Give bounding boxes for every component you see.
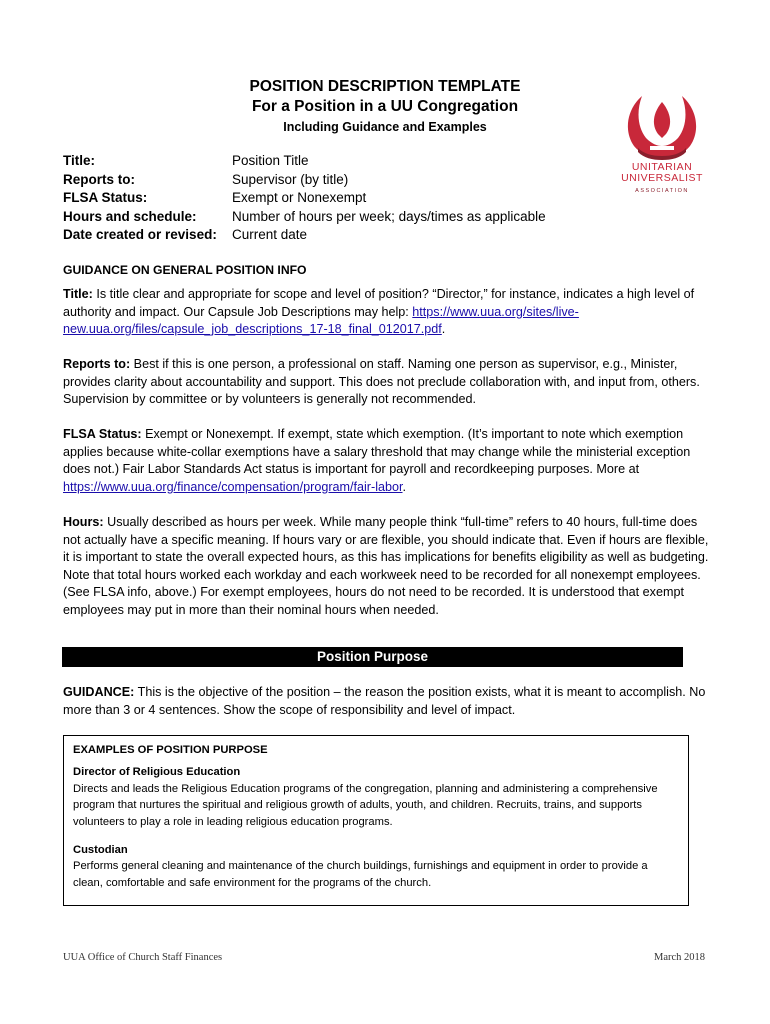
uua-logo — [612, 88, 712, 200]
capsule-job-descriptions-link[interactable]: https://www.uua.org/sites/live-new.uua.org/files/capsule_job_descriptions_17-18_final_012017.pdf — [63, 304, 579, 337]
logo-text-universalist: UNIVERSALIST — [621, 172, 703, 184]
guidance-hours-text: Usually described as hours per week. While many people think “full-time” refers to 40 hours, full-time does not actually have a specific meaning. If hours vary or are flexible, you should indicate that. Even if hours are flexible, it is important to state the overall expected hours, as this has implications for benefits eligibility as well as budgeting. Note that total hours worked each workday and each workweek need to be recorded for all nonexempt employees. (See FLSA info, above.) For exempt employees, hours do not need to be recorded. It is understood that exempt employees may put in more than their nominal hours when needed. — [63, 515, 709, 617]
fair-labor-link[interactable]: https://www.uua.org/finance/compensation/program/fair-labor — [63, 479, 403, 494]
logo-text-association: ASSOCIATION — [635, 188, 689, 194]
footer-date: March 2018 — [654, 952, 706, 963]
meta-row-hours — [63, 208, 546, 227]
meta-label: Reports to: — [63, 171, 135, 187]
guidance-reports-text: Best if this is one person, a professional on staff. Naming one person as supervisor, e.g., Minister, provides clarity about accountability and support. This does not preclude collaboration with, and input from, others. Supervision by committee or by volunteers is generally not recommended. — [63, 357, 700, 407]
examples-box — [63, 735, 689, 906]
guidance-flsa-label: FLSA Status: — [63, 427, 142, 441]
document-subtitle: For a Position in a UU Congregation — [251, 98, 519, 115]
meta-label: Date created or revised: — [63, 227, 217, 242]
meta-label: Hours and schedule: — [63, 208, 197, 224]
flaming-chalice-icon — [612, 88, 712, 162]
footer-office: UUA Office of Church Staff Finances — [63, 952, 223, 963]
meta-label: FLSA Status: — [63, 190, 148, 205]
guidance-title-label: Title: — [63, 287, 93, 301]
meta-row-title — [63, 152, 546, 171]
example-role-title: Director of Religious Education — [73, 766, 241, 779]
logo-text-unitarian: UNITARIAN — [631, 161, 693, 173]
document-subtitle-secondary: Including Guidance and Examples — [283, 120, 487, 134]
position-purpose-section-header: Position Purpose — [62, 647, 683, 667]
document-title: POSITION DESCRIPTION TEMPLATE — [249, 78, 521, 95]
example-role-description: Directs and leads the Religious Education programs of the congregation, planning and administering a comprehensive program that nurtures the spiritual and religious growth of adults, youth, and children. Recruits, trains, and supports volunteers to play a role in leading religious education programs. — [73, 782, 658, 828]
guidance-hours-label: Hours: — [63, 515, 104, 529]
guidance-flsa-paragraph — [63, 426, 713, 496]
punctuation: . — [441, 322, 446, 337]
guidance-hours-paragraph — [63, 514, 713, 620]
guidance-reports-paragraph — [63, 356, 713, 409]
guidance-heading: GUIDANCE ON GENERAL POSITION INFO — [63, 263, 307, 277]
purpose-guidance-text: This is the objective of the position – the reason the position exists, what it is meant to accomplish. No more than 3 or 4 sentences. Show the scope of responsibility and level of impact. — [63, 685, 706, 717]
meta-row-reports-to — [63, 171, 546, 190]
meta-value: Position Title — [232, 153, 309, 168]
meta-value: Supervisor (by title) — [232, 171, 349, 187]
meta-value: Current date — [232, 227, 308, 242]
meta-value: Exempt or Nonexempt — [232, 190, 367, 205]
example-role-description: Performs general cleaning and maintenance of the church buildings, furnishings and equipment in order to provide a clean, comfortable and safe environment for the programs of the church. — [73, 860, 648, 889]
guidance-flsa-text: Exempt or Nonexempt. If exempt, state which exemption. (It’s important to note which exemption applies because white-collar exemptions have a salary threshold that may change while the ministerial exception does not.) Fair Labor Standards Act status is important for payroll and recordkeeping purposes. More at — [63, 427, 691, 477]
guidance-title-paragraph — [63, 286, 713, 339]
examples-heading: EXAMPLES OF POSITION PURPOSE — [73, 744, 268, 756]
example-role-title: Custodian — [73, 844, 128, 857]
punctuation: . — [402, 479, 407, 494]
meta-row-date — [63, 226, 546, 245]
guidance-reports-label: Reports to: — [63, 357, 131, 371]
meta-value: Number of hours per week; days/times as applicable — [232, 208, 546, 224]
purpose-guidance-paragraph — [63, 684, 713, 719]
position-info-table — [63, 152, 546, 245]
guidance-title-text: Is title clear and appropriate for scope and level of position? “Director,” for instance, indicates a high level of authority and impact. Our Capsule Job Descriptions may help: — [63, 287, 695, 319]
meta-label: Title: — [63, 153, 96, 168]
purpose-guidance-label: GUIDANCE: — [63, 685, 135, 699]
meta-row-flsa-status — [63, 189, 546, 208]
